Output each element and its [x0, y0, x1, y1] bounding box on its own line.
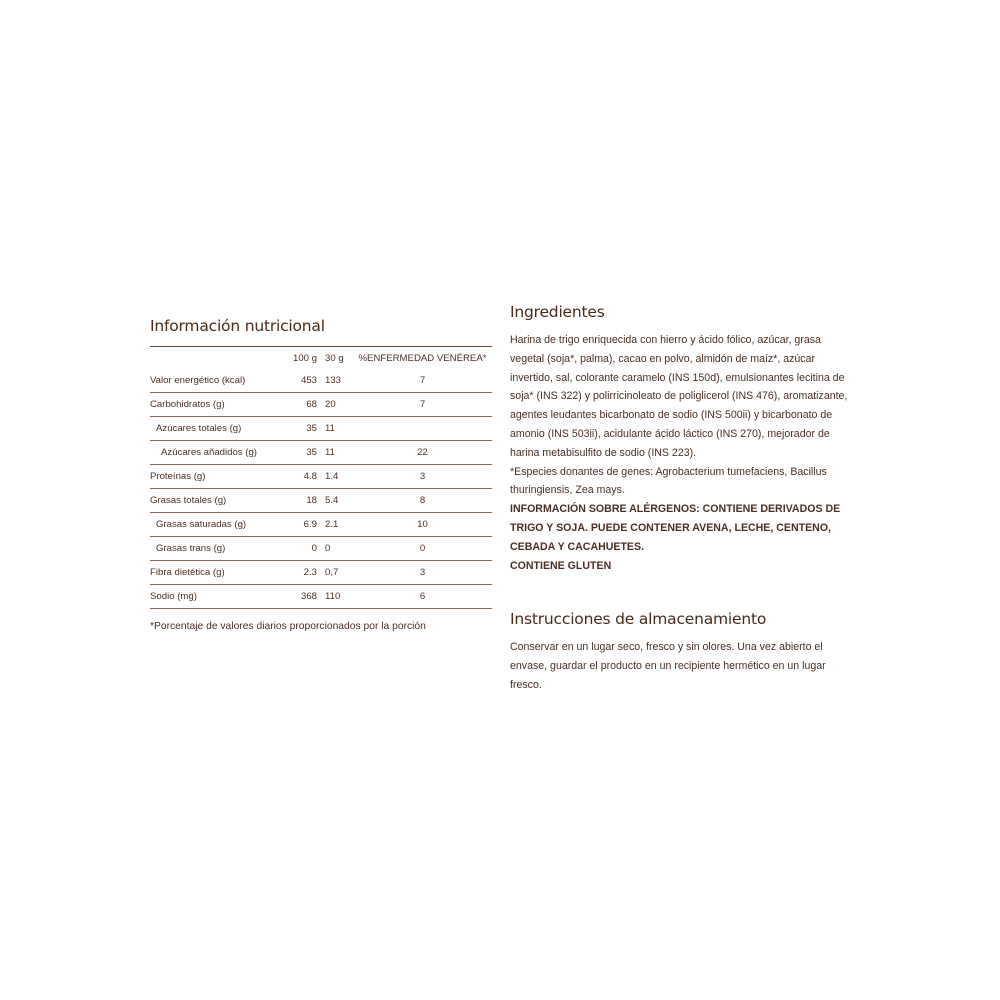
nutrition-row-fiber [150, 561, 492, 585]
gmo-note: *Especies donantes de genes: Agrobacterium tumefaciens, Bacillus thuringiensis, Zea mays. [510, 465, 827, 497]
row-value-pct: 7 [353, 369, 492, 393]
nutrition-header-row [150, 347, 492, 369]
row-value-30g: 0,7 [319, 561, 353, 585]
row-label: Azúcares totales (g) [150, 417, 289, 441]
row-value-30g: 2.1 [319, 513, 353, 537]
row-value-30g: 133 [319, 369, 353, 393]
row-value-30g: 110 [319, 585, 353, 609]
row-label: Proteínas (g) [150, 465, 289, 489]
nutrition-title: Información nutricional [150, 316, 492, 347]
row-value-pct: 10 [353, 513, 492, 537]
gluten-warning: CONTIENE GLUTEN [510, 559, 612, 572]
nutrition-footnote: *Porcentaje de valores diarios proporcionados por la porción [150, 621, 426, 632]
header-30g: 30 g [325, 352, 344, 364]
nutrition-row-total-fat [150, 489, 492, 513]
row-value-pct: 8 [353, 489, 492, 513]
row-label: Azúcares añadidos (g) [150, 441, 289, 465]
row-label: Grasas totales (g) [150, 489, 289, 513]
ingredients-text: Harina de trigo enriquecida con hierro y ácido fólico, azúcar, grasa vegetal (soja*, palma), cacao en polvo, almidón de maíz*, azúcar invertido, sal, colorante caramelo (INS 150d), emulsionantes lecitina de soja* (INS 322) y polirricinoleato de poliglicerol (INS 476), aromatizante, agentes leudantes bicarbonato de sodio (INS 500ii) y bicarbonato de amonio (INS 503ii), acidulante ácido láctico (INS 270), mejorador de harina metabisulfito de sodio (INS 223). [510, 334, 848, 459]
row-value-pct: 7 [353, 393, 492, 417]
row-value-100g: 68 [289, 393, 319, 417]
ingredients-title: Ingredientes [510, 303, 605, 321]
row-value-pct: 22 [353, 441, 492, 465]
row-value-30g: 11 [319, 417, 353, 441]
row-value-30g: 20 [319, 393, 353, 417]
nutrition-row-saturated-fat [150, 513, 492, 537]
row-value-100g: 0 [289, 537, 319, 561]
header-100g: 100 g [292, 352, 317, 364]
row-label: Sodio (mg) [150, 585, 289, 609]
details-section [510, 302, 850, 695]
row-value-pct: 6 [353, 585, 492, 609]
row-value-100g: 18 [289, 489, 319, 513]
row-value-100g: 35 [289, 417, 319, 441]
row-label: Fibra dietética (g) [150, 561, 289, 585]
nutrition-row-total-sugars [150, 417, 492, 441]
row-value-pct: 3 [353, 465, 492, 489]
nutrition-table [150, 347, 492, 609]
storage-title: Instrucciones de almacenamiento [510, 610, 767, 629]
nutrition-row-carbs [150, 393, 492, 417]
row-value-pct [353, 417, 492, 441]
row-value-100g: 368 [289, 585, 319, 609]
row-value-100g: 6.9 [289, 513, 319, 537]
nutrition-section [150, 316, 492, 632]
row-value-30g: 11 [319, 441, 353, 465]
header-daily-percent: %ENFERMEDAD VENÉREA* [358, 352, 487, 364]
nutrition-row-protein [150, 465, 492, 489]
row-value-100g: 4.8 [289, 465, 319, 489]
row-label: Grasas trans (g) [150, 537, 289, 561]
nutrition-row-added-sugars [150, 441, 492, 465]
row-label: Valor energético (kcal) [150, 369, 289, 393]
ingredients-body [510, 331, 850, 575]
row-value-30g: 0 [319, 537, 353, 561]
row-label: Carbohidratos (g) [150, 393, 289, 417]
row-value-pct: 0 [353, 537, 492, 561]
nutrition-row-sodium [150, 585, 492, 609]
row-value-pct: 3 [353, 561, 492, 585]
storage-text: Conservar en un lugar seco, fresco y sin olores. Una vez abierto el envase, guardar el producto en un recipiente hermético en un lugar fresco. [510, 641, 826, 691]
row-value-100g: 35 [289, 441, 319, 465]
row-value-30g: 5.4 [319, 489, 353, 513]
nutrition-row-energy [150, 369, 492, 393]
row-value-100g: 2.3 [289, 561, 319, 585]
row-value-30g: 1.4 [319, 465, 353, 489]
nutrition-row-trans-fat [150, 537, 492, 561]
row-value-100g: 453 [289, 369, 319, 393]
allergen-info: INFORMACIÓN SOBRE ALÉRGENOS: CONTIENE DERIVADOS DE TRIGO Y SOJA. PUEDE CONTENER AVENA, LECHE, CENTENO, CEBADA Y CACAHUETES. [510, 503, 841, 553]
row-label: Grasas saturadas (g) [150, 513, 289, 537]
